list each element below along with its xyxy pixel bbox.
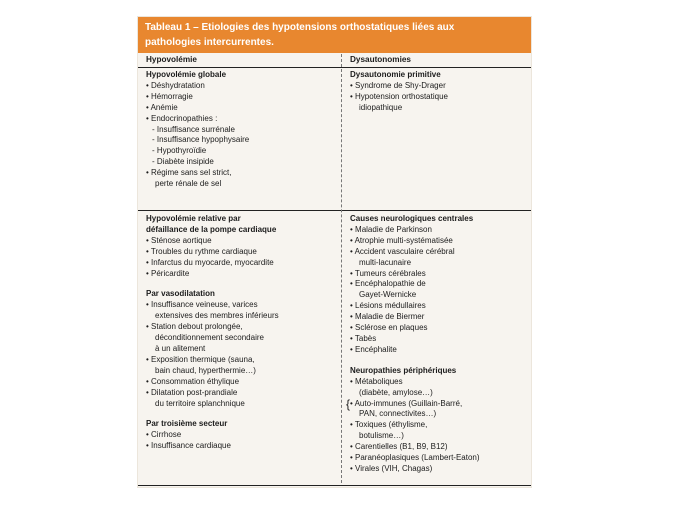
list-item: à un alitement xyxy=(155,343,206,353)
section-heading: Hypovolémie globale xyxy=(146,70,227,79)
list-item: • Encéphalite xyxy=(350,344,397,354)
section-heading: Par troisième secteur xyxy=(146,419,228,429)
list-item: • Station debout prolongée, xyxy=(146,322,243,332)
title-line-2: pathologies intercurrentes. xyxy=(145,37,274,48)
list-item: • Paranéoplasiques (Lambert-Eaton) xyxy=(350,453,480,463)
list-item: idiopathique xyxy=(359,102,403,112)
list-item: • Exposition thermique (sauna, xyxy=(146,354,255,364)
table-title-bar xyxy=(138,17,531,53)
list-item: • Sténose aortique xyxy=(146,235,212,245)
list-item: • Cirrhose xyxy=(146,430,182,440)
section-heading: Neuropathies périphériques xyxy=(350,365,457,375)
section-heading: Dysautonomie primitive xyxy=(350,70,441,79)
list-item: - Hypothyroïdie xyxy=(152,146,207,156)
list-item: • Maladie de Biermer xyxy=(350,312,425,322)
list-item: • Troubles du rythme cardiaque xyxy=(146,246,257,256)
section-heading: Par vasodilatation xyxy=(146,289,215,299)
list-item: • Atrophie multi-systématisée xyxy=(350,235,453,245)
list-item: • Anémie xyxy=(146,102,178,112)
list-item: • Péricardite xyxy=(146,268,190,278)
spacer xyxy=(350,356,480,366)
list-item: • Insuffisance cardiaque xyxy=(146,441,231,451)
list-item: déconditionnement secondaire xyxy=(155,333,264,343)
list-item: Gayet-Wernicke xyxy=(359,290,417,300)
cell-causes-neurologiques xyxy=(350,214,480,475)
list-item: (diabète, amylose…) xyxy=(359,387,433,397)
list-item: • Auto-immunes (Guillain-Barré, xyxy=(350,398,463,408)
header-divider xyxy=(138,67,531,68)
list-item: • Lésions médullaires xyxy=(350,301,426,311)
cell-hypovolemie-globale xyxy=(146,70,249,190)
list-item: • Régime sans sel strict, xyxy=(146,168,232,178)
list-item: • Syndrome de Shy-Drager xyxy=(350,80,446,90)
list-item: • Infarctus du myocarde, myocardite xyxy=(146,257,274,267)
bottom-rule xyxy=(138,485,531,486)
list-item: • Hémorragie xyxy=(146,91,193,101)
title-line-1: Tableau 1 – Etiologies des hypotensions orthostatiques liées aux xyxy=(145,22,455,33)
list-item: • Sclérose en plaques xyxy=(350,323,428,333)
list-item: - Insuffisance surrénale xyxy=(152,124,236,134)
list-item: perte rénale de sel xyxy=(155,179,222,189)
column-header-hypovolemie: Hypovolémie xyxy=(146,55,197,64)
section-heading: Hypovolémie relative par xyxy=(146,214,241,223)
list-item: • Endocrinopathies : xyxy=(146,113,218,123)
document-page xyxy=(138,17,531,487)
list-item: bain chaud, hyperthermie…) xyxy=(155,365,256,375)
list-item: • Tumeurs cérébrales xyxy=(350,268,426,278)
table-title xyxy=(145,20,527,50)
list-item: multi-lacunaire xyxy=(359,257,412,267)
brace-mark: { xyxy=(346,397,351,411)
list-item: • Carentielles (B1, B9, B12) xyxy=(350,442,448,452)
list-item: PAN, connectivites…) xyxy=(359,409,437,419)
list-item: • Accident vasculaire cérébral xyxy=(350,246,455,256)
list-item: du territoire splanchnique xyxy=(155,398,245,408)
list-item: • Dilatation post-prandiale xyxy=(146,387,238,397)
spacer xyxy=(146,279,279,289)
row-divider xyxy=(138,210,531,211)
list-item: • Hypotension orthostatique xyxy=(350,91,448,101)
section-heading: Causes neurologiques centrales xyxy=(350,214,474,223)
list-item: • Métaboliques xyxy=(350,376,403,386)
list-item: • Toxiques (éthylisme, xyxy=(350,420,428,430)
list-item: • Consommation éthylique xyxy=(146,376,240,386)
list-item: extensives des membres inférieurs xyxy=(155,311,279,321)
cell-hypovolemie-relative xyxy=(146,214,279,452)
column-header-dysautonomies: Dysautonomies xyxy=(350,55,411,64)
list-item: • Encéphalopathie de xyxy=(350,279,426,289)
spacer xyxy=(146,409,279,419)
list-item: • Maladie de Parkinson xyxy=(350,224,432,234)
list-item: • Insuffisance veineuse, varices xyxy=(146,300,258,310)
cell-dysautonomie-primitive xyxy=(350,70,448,114)
list-item: botulisme…) xyxy=(359,431,404,441)
list-item: - Diabète insipide xyxy=(152,157,214,167)
list-item: - Insuffisance hypophysaire xyxy=(152,135,250,145)
list-item: • Tabès xyxy=(350,333,377,343)
list-item: • Déshydratation xyxy=(146,80,205,90)
section-heading: défaillance de la pompe cardiaque xyxy=(146,224,277,234)
list-item: • Virales (VIH, Chagas) xyxy=(350,463,433,473)
column-divider xyxy=(341,54,342,483)
